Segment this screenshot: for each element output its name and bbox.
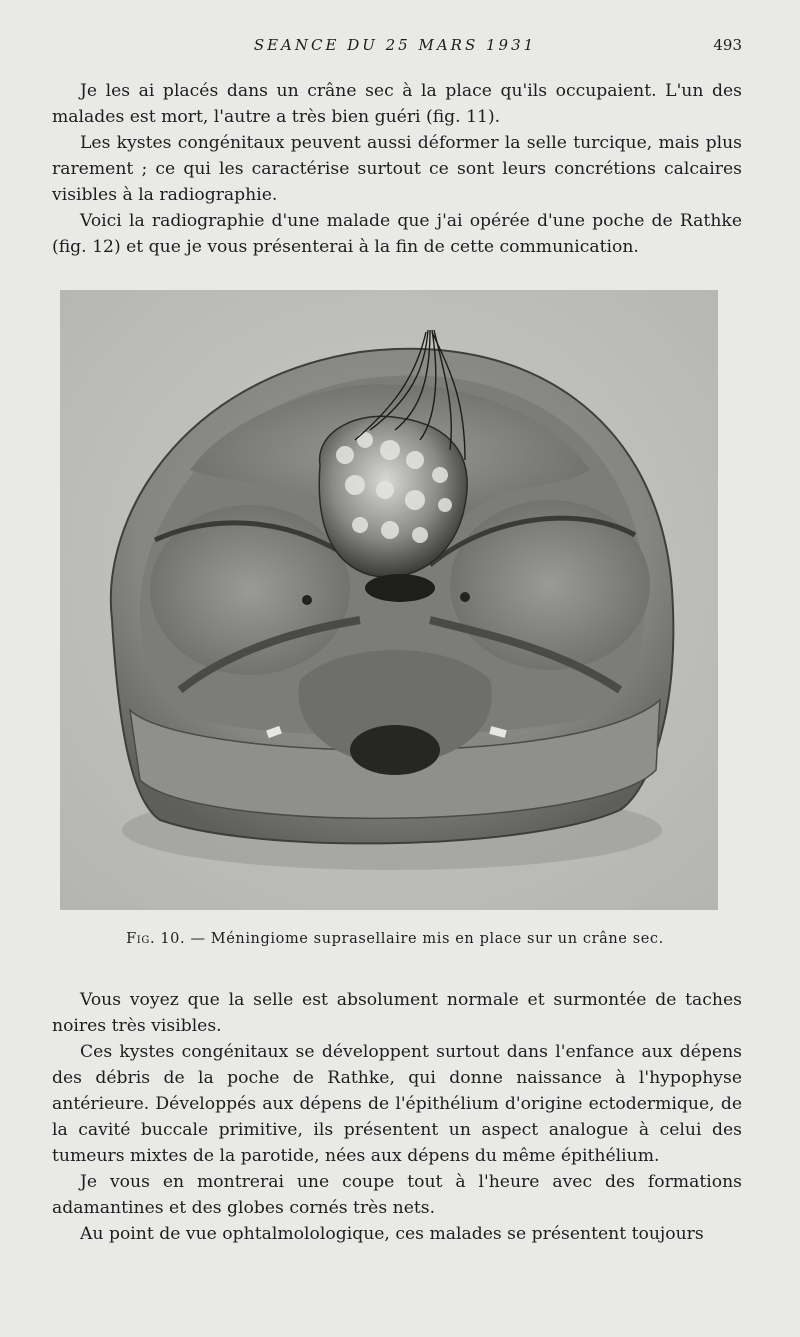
paragraph: Au point de vue ophtalmolologique, ces malades se présentent toujours (80, 1224, 704, 1244)
paragraph: Voici la radiographie d'une malade que j'ai opérée d'une poche de Rathke (fig. 12) et que je vous présenterai à la fin de cette communication. (52, 211, 742, 257)
text-block-top (52, 78, 742, 260)
running-title: SEANCE DU 25 MARS 1931 (253, 36, 537, 54)
paragraph: Vous voyez que la selle est absolument normale et surmontée de taches noires très visibles. (52, 990, 742, 1036)
skull-photograph (60, 290, 718, 910)
text-block-bottom (52, 987, 742, 1247)
figure-label: Fig. 10. (126, 931, 186, 947)
running-head (0, 36, 800, 60)
figure-caption-text: — Méningiome suprasellaire mis en place sur un crâne sec. (190, 931, 664, 947)
paragraph: Les kystes congénitaux peuvent aussi déformer la selle turcique, mais plus rarement ; ce qui les caractérise surtout ce sont leurs concrétions calcaires visibles à la radiographie. (52, 133, 742, 205)
figure-caption (0, 931, 790, 947)
paragraph: Je vous en montrerai une coupe tout à l'heure avec des formations adamantines et des globes cornés très nets. (52, 1172, 742, 1218)
paragraph: Je les ai placés dans un crâne sec à la place qu'ils occupaient. L'un des malades est mort, l'autre a très bien guéri (fig. 11). (52, 81, 742, 127)
page-number: 493 (713, 36, 742, 54)
paragraph: Ces kystes congénitaux se développent surtout dans l'enfance aux dépens des débris de la poche de Rathke, qui donne naissance à l'hypophyse antérieure. Développés aux dépens de l'épithélium d'origine ectodermique, de la cavité buccale primitive, ils présentent un aspect analogue à celui des tumeurs mixtes de la parotide, nées aux dépens du même épithélium. (52, 1042, 742, 1166)
